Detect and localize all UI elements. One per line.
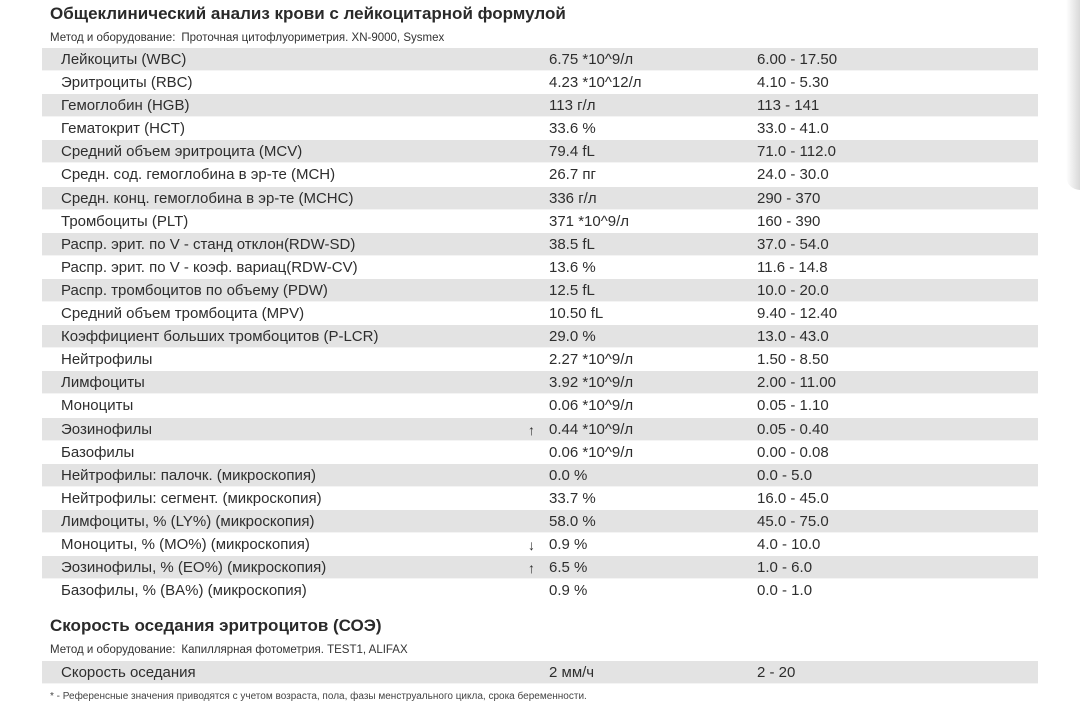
section1-results-table: [42, 48, 1038, 602]
result-value: 13.6 %: [549, 258, 596, 276]
test-name: Распр. тромбоцитов по объему (PDW): [61, 281, 328, 299]
reference-range: 13.0 - 43.0: [757, 328, 829, 346]
test-name: Лимфоциты: [61, 374, 145, 392]
section1-method: [50, 32, 444, 44]
reference-range: 290 - 370: [757, 189, 821, 207]
test-name: Эозинофилы, % (EO%) (микроскопия): [61, 559, 327, 577]
section1-method-value: Проточная цитофлуориметрия. XN-9000, Sysmex: [181, 32, 445, 44]
result-row: [42, 117, 1038, 140]
reference-range: 4.10 - 5.30: [757, 74, 829, 92]
reference-range: 1.0 - 6.0: [757, 559, 813, 577]
test-name: Средн. конц. гемоглобина в эр-те (MCHC): [61, 189, 354, 207]
result-row: [42, 256, 1038, 279]
test-name: Средн. сод. гемоглобина в эр-те (MCH): [61, 166, 336, 184]
result-value: 2.27 *10^9/л: [549, 351, 634, 369]
result-value: 12.5 fL: [549, 281, 595, 299]
reference-range: 45.0 - 75.0: [757, 512, 829, 530]
result-value: 3.92 *10^9/л: [549, 374, 634, 392]
result-value: 0.9 %: [549, 535, 588, 553]
reference-range: 0.00 - 0.08: [757, 443, 829, 461]
reference-range: 24.0 - 30.0: [757, 166, 829, 184]
test-name: Средний объем эритроцита (MCV): [61, 143, 303, 161]
test-name: Нейтрофилы: сегмент. (микроскопия): [61, 489, 322, 507]
result-value: 33.7 %: [549, 489, 596, 507]
result-row: [42, 187, 1038, 210]
result-row: [42, 579, 1038, 602]
test-name: Эритроциты (RBC): [61, 74, 193, 92]
reference-range: 9.40 - 12.40: [757, 305, 838, 323]
result-row: [42, 71, 1038, 94]
page-curl-shadow: [1066, 0, 1080, 190]
result-value: 336 г/л: [549, 189, 597, 207]
result-row: [42, 441, 1038, 464]
result-row: [42, 325, 1038, 348]
test-name: Средний объем тромбоцита (MPV): [61, 305, 305, 323]
result-row: [42, 487, 1038, 510]
reference-range: 16.0 - 45.0: [757, 489, 829, 507]
result-value: 6.75 *10^9/л: [549, 51, 634, 68]
test-name: Гематокрит (HCT): [61, 120, 185, 138]
test-name: Лейкоциты (WBC): [61, 51, 187, 68]
reference-range: 2.00 - 11.00: [757, 374, 836, 392]
result-value: 0.44 *10^9/л: [549, 420, 634, 438]
test-name: Нейтрофилы: [61, 351, 153, 369]
reference-range: 2 - 20: [757, 664, 796, 681]
reference-footnote: * - Референсные значения приводятся с учетом возраста, пола, фазы менструального цикла, срока беременности.: [50, 691, 587, 702]
result-value: 79.4 fL: [549, 143, 595, 161]
section1-title: Общеклинический анализ крови с лейкоцитарной формулой: [50, 4, 566, 23]
reference-range: 33.0 - 41.0: [757, 120, 829, 138]
test-name: Базофилы: [61, 443, 135, 461]
test-name: Лимфоциты, % (LY%) (микроскопия): [61, 512, 315, 530]
reference-range: 1.50 - 8.50: [757, 351, 829, 369]
result-row: [42, 510, 1038, 533]
result-row: [42, 533, 1038, 556]
result-value: 0.9 %: [549, 582, 588, 600]
result-row: [42, 279, 1038, 302]
result-row: [42, 661, 1038, 684]
result-row: [42, 394, 1038, 417]
result-row: [42, 163, 1038, 186]
section2-method-value: Капиллярная фотометрия. TEST1, ALIFAX: [181, 644, 408, 656]
abnormal-flag-icon: ↓: [528, 536, 535, 553]
reference-range: 0.05 - 1.10: [757, 397, 829, 415]
test-name: Распр. эрит. по V - станд отклон(RDW-SD): [61, 235, 356, 253]
reference-range: 11.6 - 14.8: [757, 258, 828, 276]
result-value: 6.5 %: [549, 559, 588, 577]
test-name: Гемоглобин (HGB): [61, 97, 190, 115]
result-value: 113 г/л: [549, 97, 596, 115]
section2-results-table: [42, 661, 1038, 684]
reference-range: 0.0 - 5.0: [757, 466, 813, 484]
test-name: Моноциты: [61, 397, 134, 415]
result-row: [42, 371, 1038, 394]
result-row: [42, 302, 1038, 325]
result-row: [42, 94, 1038, 117]
abnormal-flag-icon: ↑: [528, 560, 535, 577]
result-value: 0.0 %: [549, 466, 588, 484]
section2-method: [50, 644, 408, 656]
section2-method-label: Метод и оборудование:: [50, 644, 176, 656]
reference-range: 160 - 390: [757, 212, 821, 230]
reference-range: 0.0 - 1.0: [757, 582, 813, 600]
section1-method-label: Метод и оборудование:: [50, 32, 176, 44]
result-row: [42, 233, 1038, 256]
abnormal-flag-icon: ↑: [528, 421, 535, 438]
result-row: [42, 48, 1038, 71]
reference-range: 37.0 - 54.0: [757, 235, 829, 253]
result-value: 33.6 %: [549, 120, 596, 138]
test-name: Нейтрофилы: палочк. (микроскопия): [61, 466, 316, 484]
result-row: [42, 464, 1038, 487]
test-name: Базофилы, % (BA%) (микроскопия): [61, 582, 307, 600]
result-value: 29.0 %: [549, 328, 596, 346]
reference-range: 4.0 - 10.0: [757, 535, 821, 553]
reference-range: 113 - 141: [757, 97, 820, 115]
test-name: Распр. эрит. по V - коэф. вариац(RDW-CV): [61, 258, 358, 276]
result-value: 10.50 fL: [549, 305, 604, 323]
reference-range: 0.05 - 0.40: [757, 420, 829, 438]
result-value: 2 мм/ч: [549, 664, 595, 681]
result-value: 26.7 пг: [549, 166, 596, 184]
test-name: Моноциты, % (MO%) (микроскопия): [61, 535, 310, 553]
result-value: 0.06 *10^9/л: [549, 443, 634, 461]
result-row: [42, 418, 1038, 441]
test-name: Тромбоциты (PLT): [61, 212, 189, 230]
result-row: [42, 140, 1038, 163]
test-name: Скорость оседания: [61, 664, 196, 681]
result-row: [42, 348, 1038, 371]
reference-range: 71.0 - 112.0: [757, 143, 836, 161]
test-name: Эозинофилы: [61, 420, 153, 438]
reference-range: 10.0 - 20.0: [757, 281, 829, 299]
result-row: [42, 210, 1038, 233]
result-value: 58.0 %: [549, 512, 596, 530]
result-value: 38.5 fL: [549, 235, 595, 253]
section2-title: Скорость оседания эритроцитов (СОЭ): [50, 616, 382, 635]
test-name: Коэффициент больших тромбоцитов (P-LCR): [61, 328, 379, 346]
result-value: 371 *10^9/л: [549, 212, 630, 230]
result-value: 4.23 *10^12/л: [549, 74, 642, 92]
reference-range: 6.00 - 17.50: [757, 51, 838, 68]
result-value: 0.06 *10^9/л: [549, 397, 634, 415]
result-row: [42, 556, 1038, 579]
